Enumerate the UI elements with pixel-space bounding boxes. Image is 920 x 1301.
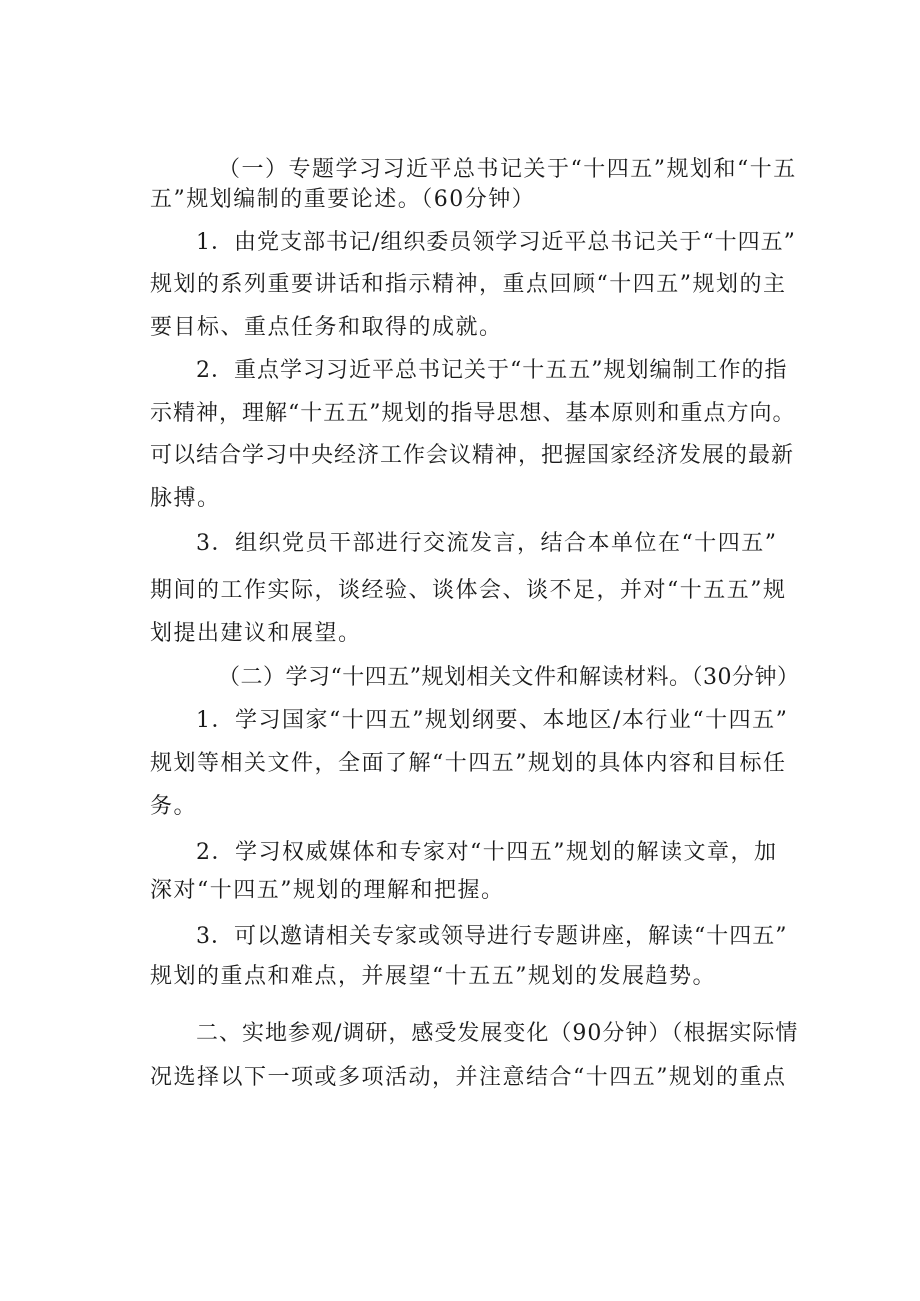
text-line: 规划等相关文件，全面了解“十四五”规划的具体内容和目标任 [150, 751, 787, 776]
text-line: 2．重点学习习近平总书记关于“十五五”规划编制工作的指 [196, 358, 788, 383]
text-line: 五”规划编制的重要论述。（60分钟） [150, 187, 536, 212]
text-line: （一）专题学习习近平总书记关于“十四五”规划和“十五 [218, 157, 797, 182]
text-line: 务。 [150, 794, 198, 819]
text-line: 规划的重点和难点，并展望“十五五”规划的发展趋势。 [150, 964, 716, 989]
text-line: 期间的工作实际，谈经验、谈体会、谈不足，并对“十五五”规 [150, 578, 787, 603]
text-line: 深对“十四五”规划的理解和把握。 [150, 878, 505, 903]
text-line: 可以结合学习中央经济工作会议精神，把握国家经济发展的最新 [150, 443, 795, 468]
text-line: 要目标、重点任务和取得的成就。 [150, 315, 503, 340]
text-line: 3．可以邀请相关专家或领导进行专题讲座，解读“十四五” [196, 924, 788, 949]
text-line: 况选择以下一项或多项活动，并注意结合“十四五”规划的重点 [150, 1065, 787, 1090]
text-line: 2．学习权威媒体和专家对“十四五”规划的解读文章，加 [196, 840, 778, 865]
text-line: （二）学习“十四五”规划相关文件和解读材料。（30分钟） [218, 665, 800, 690]
text-line: 3．组织党员干部进行交流发言，结合本单位在“十四五” [196, 531, 778, 556]
text-line: 二、实地参观/调研，感受发展变化（90分钟）（根据实际情 [196, 1021, 799, 1046]
text-line: 划提出建议和展望。 [150, 621, 362, 646]
text-line: 规划的系列重要讲话和指示精神，重点回顾“十四五”规划的主 [150, 272, 787, 297]
text-line: 1．由党支部书记/组织委员领学习近平总书记关于“十四五” [196, 230, 796, 255]
text-line: 1．学习国家“十四五”规划纲要、本地区/本行业“十四五” [196, 708, 789, 733]
text-line: 示精神，理解“十五五”规划的指导思想、基本原则和重点方向。 [150, 401, 796, 426]
text-line: 脉搏。 [150, 486, 221, 511]
